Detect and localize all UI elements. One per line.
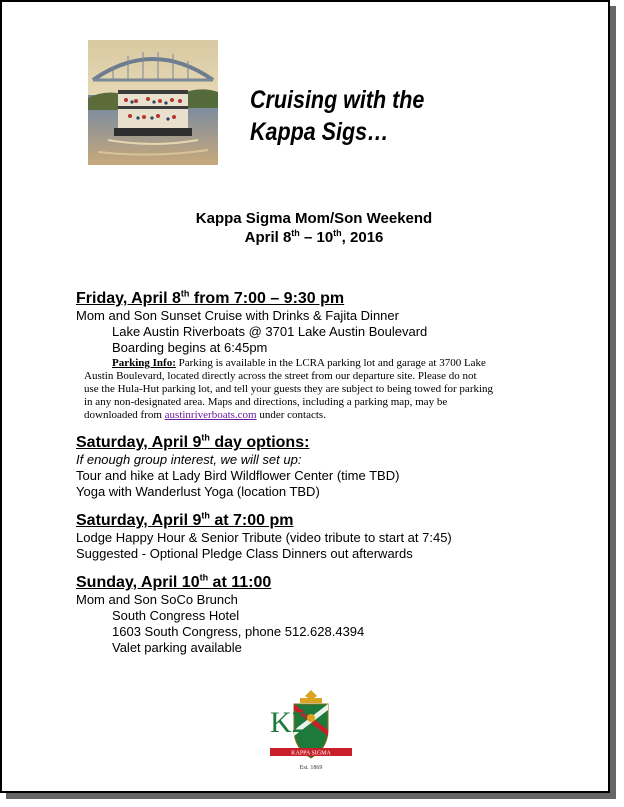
event-dates-sup-2: th <box>333 228 342 238</box>
event-dates <box>2 229 624 247</box>
sunday-heading-post: at 11:00 <box>208 574 272 591</box>
friday-heading-sup: th <box>180 288 190 299</box>
saturday-evening-line-2: Suggested - Optional Pledge Class Dinners out afterwards <box>76 546 413 561</box>
sunday-line-4: Valet parking available <box>112 640 242 655</box>
saturday-day-line-2: Tour and hike at Lady Bird Wildflower Center (time TBD) <box>76 468 400 483</box>
event-dates-prefix: April 8 <box>244 229 292 246</box>
parking-info-line-5-post: under contacts. <box>256 409 326 421</box>
crest-letters: ΚΣ <box>270 706 310 739</box>
saturday-day-heading-pre: Saturday, April 9 <box>76 434 202 451</box>
austinriverboats-link[interactable]: austinriverboats.com <box>164 409 257 421</box>
saturday-day-heading <box>76 433 566 452</box>
saturday-evening-heading <box>76 511 566 530</box>
friday-line-3: Boarding begins at 6:45pm <box>112 340 268 355</box>
parking-info <box>76 357 566 422</box>
parking-info-line-2: Austin Boulevard, located directly across the street from our departure site. Please do not <box>84 370 477 382</box>
headline <box>250 84 424 148</box>
schedule <box>76 289 566 656</box>
parking-info-line-4: in any non-designated area. Maps and directions, including a parking map, may be <box>84 396 448 408</box>
sunday-heading-pre: Sunday, April 10 <box>76 574 200 591</box>
kappa-sigma-crest <box>264 688 358 772</box>
riverboat-painting <box>88 40 218 165</box>
sunday-line-2: South Congress Hotel <box>112 608 240 623</box>
parking-info-line-3: use the Hula-Hut parking lot, and tell your guests they are subject to being towed for parking <box>84 383 494 395</box>
saturday-day-heading-sup: th <box>201 432 210 443</box>
parking-info-line-5-pre: downloaded from <box>84 409 165 421</box>
sunday-heading-sup: th <box>199 572 209 583</box>
saturday-day-heading-post: day options: <box>209 434 310 451</box>
event-title: Kappa Sigma Mom/Son Weekend <box>195 210 433 227</box>
event-dates-sup-1: th <box>291 228 300 238</box>
saturday-evening-heading-pre: Saturday, April 9 <box>76 512 202 529</box>
headline-line-2: Kappa Sigs… <box>250 118 389 146</box>
saturday-day-line-1: If enough group interest, we will set up: <box>76 452 302 467</box>
parking-info-label: Parking Info: <box>112 357 176 369</box>
friday-heading <box>76 289 566 308</box>
friday-line-2: Lake Austin Riverboats @ 3701 Lake Austin Boulevard <box>112 324 428 339</box>
saturday-evening-heading-post: at 7:00 pm <box>209 512 294 529</box>
saturday-evening-heading-sup: th <box>201 510 210 521</box>
friday-heading-post: from 7:00 – 9:30 pm <box>189 290 345 307</box>
friday-heading-pre: Friday, April 8 <box>76 290 181 307</box>
crest-est: Est. 1869 <box>299 765 323 771</box>
friday-line-1: Mom and Son Sunset Cruise with Drinks & Fajita Dinner <box>76 308 399 323</box>
sunday-line-1: Mom and Son SoCo Brunch <box>76 592 238 607</box>
saturday-day-line-3: Yoga with Wanderlust Yoga (location TBD) <box>76 484 320 499</box>
crest-banner: KAPPA SIGMA <box>291 750 331 757</box>
event-dates-mid: – 10 <box>299 229 334 246</box>
headline-line-1: Cruising with the <box>250 86 425 114</box>
sunday-heading <box>76 573 566 592</box>
sunday-line-3: 1603 South Congress, phone 512.628.4394 <box>112 624 365 639</box>
saturday-evening-line-1: Lodge Happy Hour & Senior Tribute (video tribute to start at 7:45) <box>76 530 452 545</box>
event-dates-suffix: , 2016 <box>341 229 384 246</box>
parking-info-line-1: Parking is available in the LCRA parking lot and garage at 3700 Lake <box>175 357 486 369</box>
